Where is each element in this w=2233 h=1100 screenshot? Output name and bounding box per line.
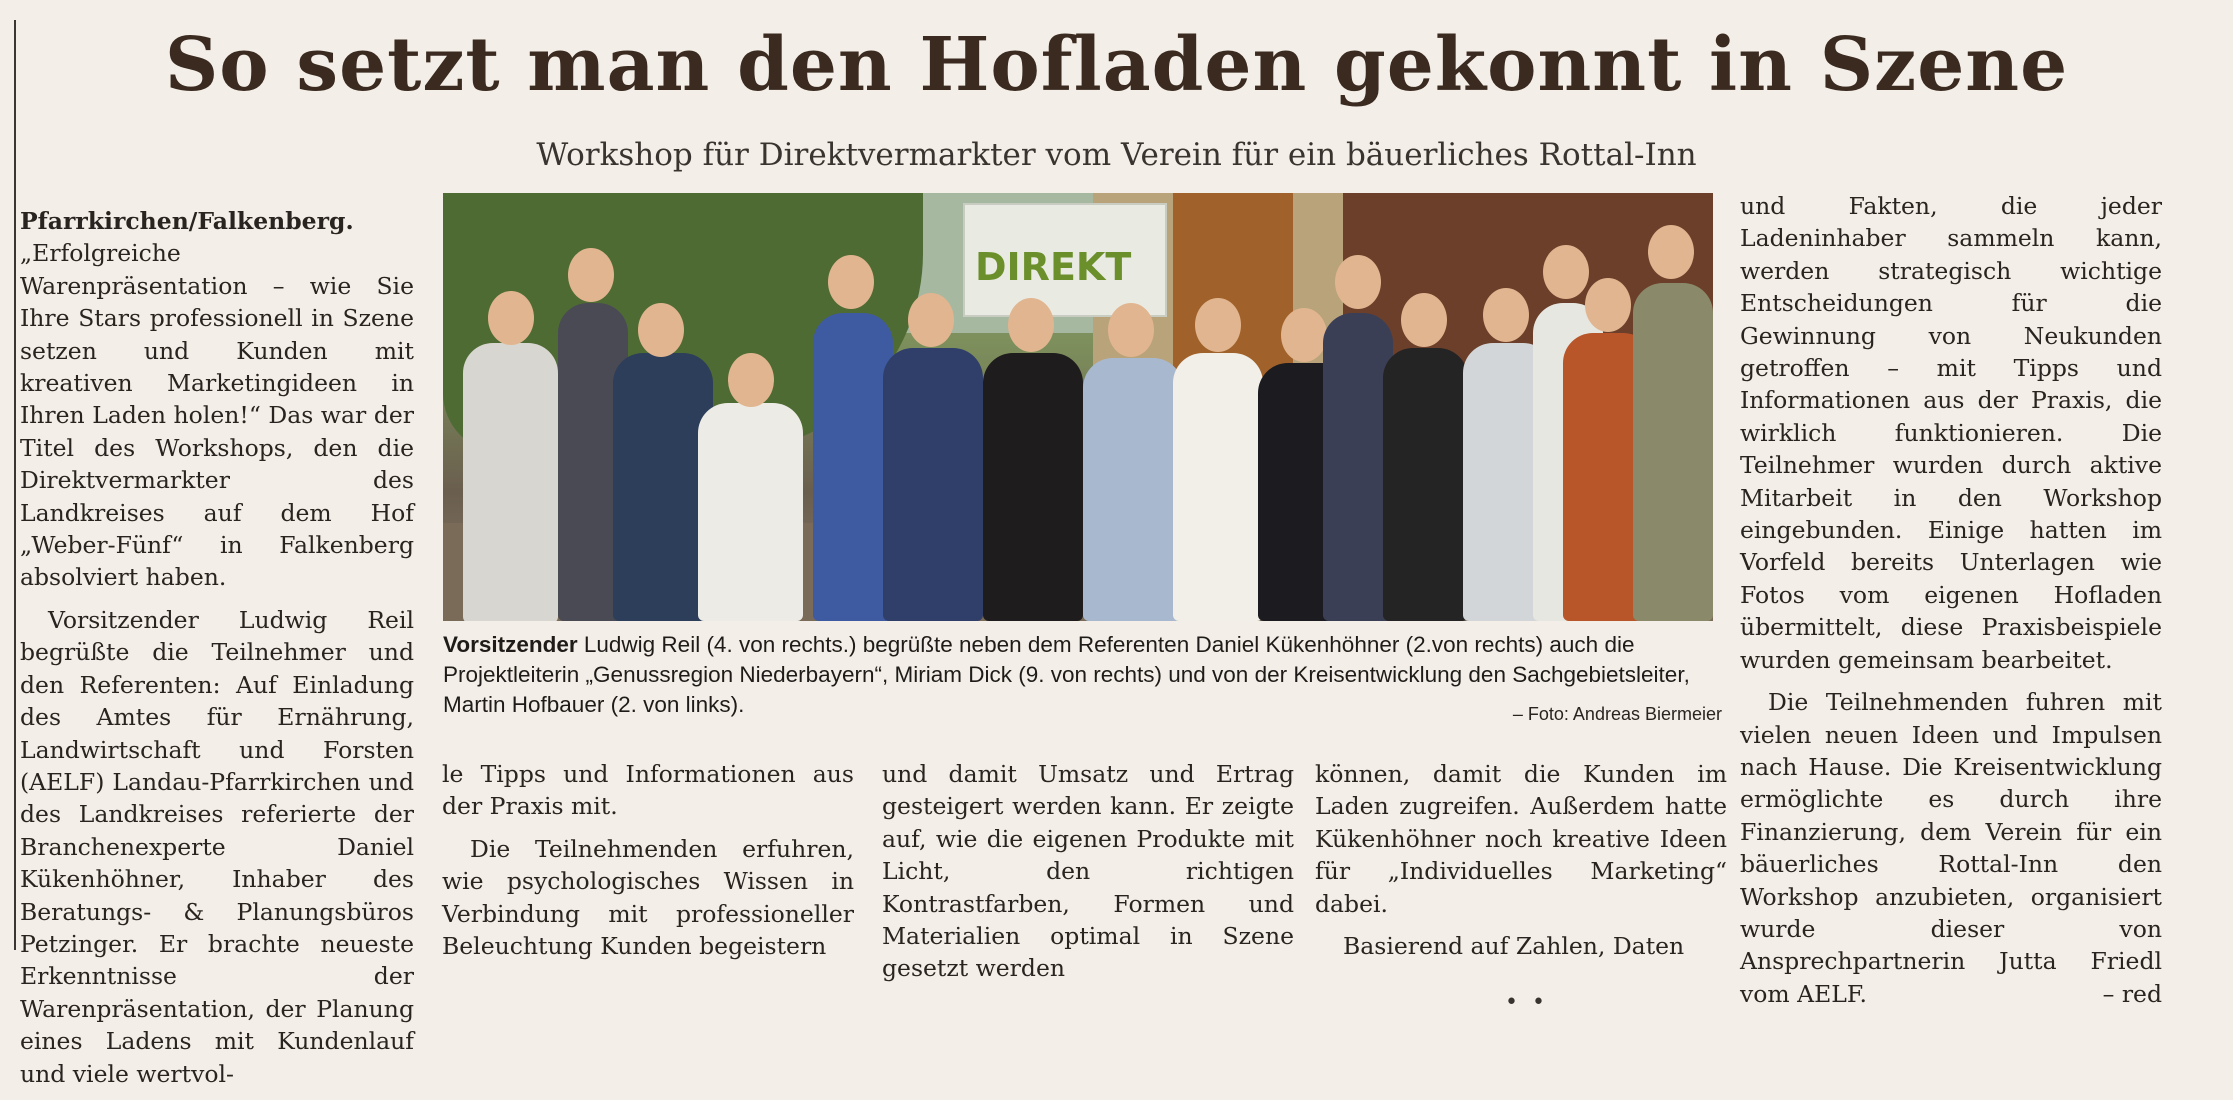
- photo-person: [883, 348, 983, 621]
- column-4: [1315, 758, 1727, 972]
- photo-person: [1083, 358, 1183, 621]
- photo-person-head: [728, 353, 774, 407]
- photo-person-head: [908, 293, 954, 347]
- photo-person: [813, 313, 893, 621]
- photo-person-head: [1281, 308, 1327, 362]
- photo-person-head: [1335, 255, 1381, 309]
- paragraph: und damit Umsatz und Ertrag gesteigert werden kann. Er zeigte auf, wie die eigenen Produkte mit Licht, den richtigen Kontrastfarben, Formen und Materialien optimal in Szene gesetzt werden: [882, 760, 1294, 983]
- author-signature: – red: [2102, 979, 2162, 1008]
- caption-text: Ludwig Reil (4. von rechts.) begrüßte neben dem Referenten Daniel Kükenhöhner (2.von rechts) auch die Projektleiterin „Genussregion Niederbayern“, Miriam Dick (9. von rechts) und von der Kreisentwicklung den Sachgebietsleiter, Martin Hofbauer (2. von links).: [443, 632, 1690, 717]
- paragraph: [1740, 686, 2162, 1010]
- article-subheadline: Workshop für Direktvermarkter vom Verein für ein bäuerliches Rottal-Inn: [536, 137, 1697, 173]
- photo-person-head: [1585, 278, 1631, 332]
- paragraph: [20, 205, 414, 594]
- photo-sign-text: DIREKT: [975, 245, 1132, 289]
- photo-person-head: [1008, 298, 1054, 352]
- photo-person-head: [1543, 245, 1589, 299]
- photo-person-head: [1108, 303, 1154, 357]
- photo-person: [463, 343, 558, 621]
- photo-person-head: [828, 255, 874, 309]
- photo-person: [983, 353, 1083, 621]
- paragraph: Basierend auf Zahlen, Daten: [1343, 932, 1685, 961]
- paragraph: können, damit die Kunden im Laden zugreifen. Außerdem hatte Kükenhöhner noch kreative Ideen für „Individuelles Marketing“ dabei.: [1315, 760, 1727, 918]
- column-1: [20, 205, 414, 1100]
- photo-sign: [963, 203, 1167, 317]
- paragraph-text: Die Teilnehmenden fuhren mit vielen neuen Ideen und Impulsen nach Hause. Die Kreisentwicklung ermöglichte es durch ihre Finanzierung, dem Verein für ein bäuerliches Rottal-Inn den Workshop anzubieten, organisiert wurde dieser von Ansprechpartnerin Jutta Friedl vom AELF.: [1740, 688, 2162, 1008]
- photo-person: [1633, 283, 1713, 621]
- photo-person-head: [1483, 288, 1529, 342]
- photo-person: [1173, 353, 1263, 621]
- group-photo: [443, 193, 1713, 621]
- paragraph: le Tipps und Informationen aus der Praxis mit.: [442, 760, 854, 821]
- photo-person: [1383, 348, 1468, 621]
- paragraph-text: „Erfolgreiche Warenpräsentation – wie Sie Ihre Stars professionell in Szene setzen und Kunden mit kreativen Marketingideen in Ihren Laden holen!“ Das war der Titel des Workshops, den die Direktvermarkter des Landkreises auf dem Hof „Weber-Fünf“ in Falkenberg absolviert haben.: [20, 239, 414, 592]
- column-3: [882, 758, 1294, 995]
- photo-credit: – Foto: Andreas Biermeier: [1512, 704, 1722, 724]
- paragraph: Vorsitzender Ludwig Reil begrüßte die Teilnehmer und den Referenten: Auf Einladung des Amtes für Ernährung, Landwirtschaft und Forsten (AELF) Landau-Pfarrkirchen und des Landkreises referierte der Branchenexperte Daniel Kükenhöhner, Inhaber des Beratungs- & Planungsbüros Petzinger. Er brachte neueste Erkenntnisse der Warenpräsentation, der Planung eines Ladens mit Kundenlauf und viele wertvol-: [20, 605, 414, 1088]
- photo-person-head: [488, 291, 534, 345]
- caption-lead: Vorsitzender: [443, 632, 578, 657]
- dateline: Pfarrkirchen/Falkenberg.: [20, 207, 354, 235]
- column-2: [442, 758, 854, 972]
- photo-person-head: [568, 248, 614, 302]
- photo-person-head: [1648, 225, 1694, 279]
- paragraph: und Fakten, die jeder Ladeninhaber sammeln kann, werden strategisch wichtige Entscheidungen für die Gewinnung von Neukunden getroffen – mit Tipps und Informationen aus der Praxis, die wirklich funktionieren. Die Teilnehmer wurden durch aktive Mitarbeit in den Workshop eingebunden. Einige hatten im Vorfeld bereits Unterlagen wie Fotos vom eigenen Hofladen übermittelt, diese Praxisbeispiele wurden gemeinsam bearbeitet.: [1740, 192, 2162, 674]
- paragraph: Die Teilnehmenden erfuhren, wie psychologisches Wissen in Verbindung mit professioneller Beleuchtung Kunden begeistern: [442, 834, 854, 961]
- photo-person-head: [1401, 293, 1447, 347]
- column-5: [1740, 190, 2162, 1020]
- article-headline: So setzt man den Hofladen gekonnt in Szene: [164, 22, 2069, 108]
- photo-person-head: [1195, 298, 1241, 352]
- photo-person: [698, 403, 803, 621]
- photo-person-head: [638, 303, 684, 357]
- page-dots: • •: [1505, 990, 1545, 1015]
